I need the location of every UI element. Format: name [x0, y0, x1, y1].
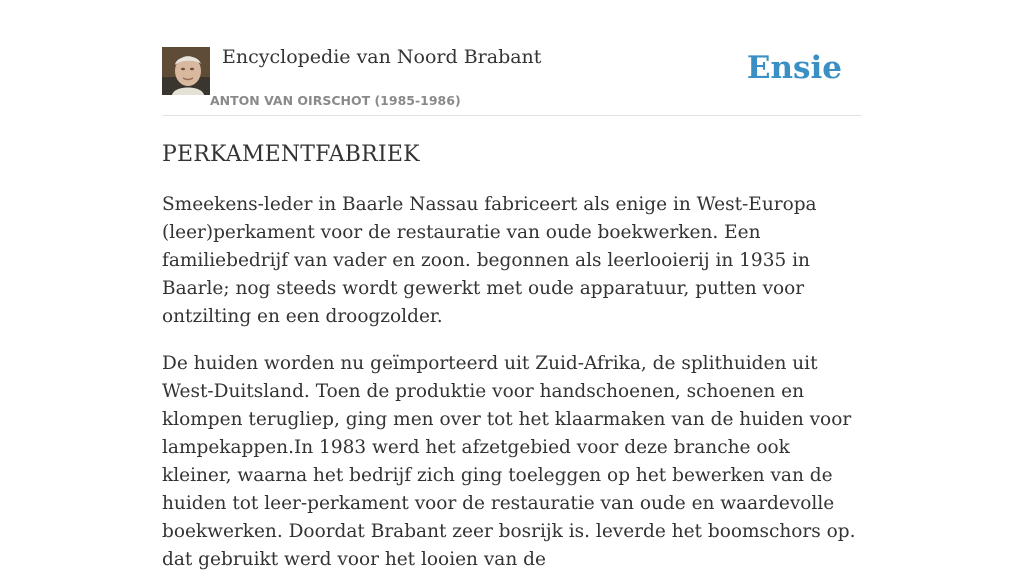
ensie-logo[interactable]: Ensie: [746, 50, 842, 86]
author-portrait-icon: [162, 47, 210, 95]
article-paragraph: De huiden worden nu geïmporteerd uit Zuid-Afrika, de splithuiden uit West-Duitsland. Toen de produktie voor handschoenen, schoenen en klompen terugliep, ging men over tot het klaarmaken van de huiden voor lampekappen.In 1983 werd het afzetgebied voor deze branche ook kleiner, waarna het bedrijf zich ging toeleggen op het bewerken van de huiden tot leer-perkament voor de restauratie van oude en waardevolle boekwerken. Doordat Brabant zeer bosrijk is. leverde het boomschors op. dat gebruikt werd voor het looien van de: [162, 353, 856, 570]
article-title: PERKAMENTFABRIEK: [162, 142, 420, 167]
content-column: [162, 0, 862, 574]
header: [162, 0, 862, 116]
article-paragraph: Smeekens-leder in Baarle Nassau fabriceert als enige in West-Europa (leer)perkament voor de restauratie van oude boekwerken. Een familiebedrijf van vader en zoon. begonnen als leerlooierij in 1935 in Baarle; nog steeds wordt gewerkt met oude apparatuur, putten voor ontzilting en een droogzolder.: [162, 194, 817, 327]
author-avatar[interactable]: [162, 47, 210, 95]
author-name[interactable]: ANTON VAN OIRSCHOT (1985-1986): [210, 93, 461, 108]
book-title[interactable]: Encyclopedie van Noord Brabant: [222, 46, 542, 68]
